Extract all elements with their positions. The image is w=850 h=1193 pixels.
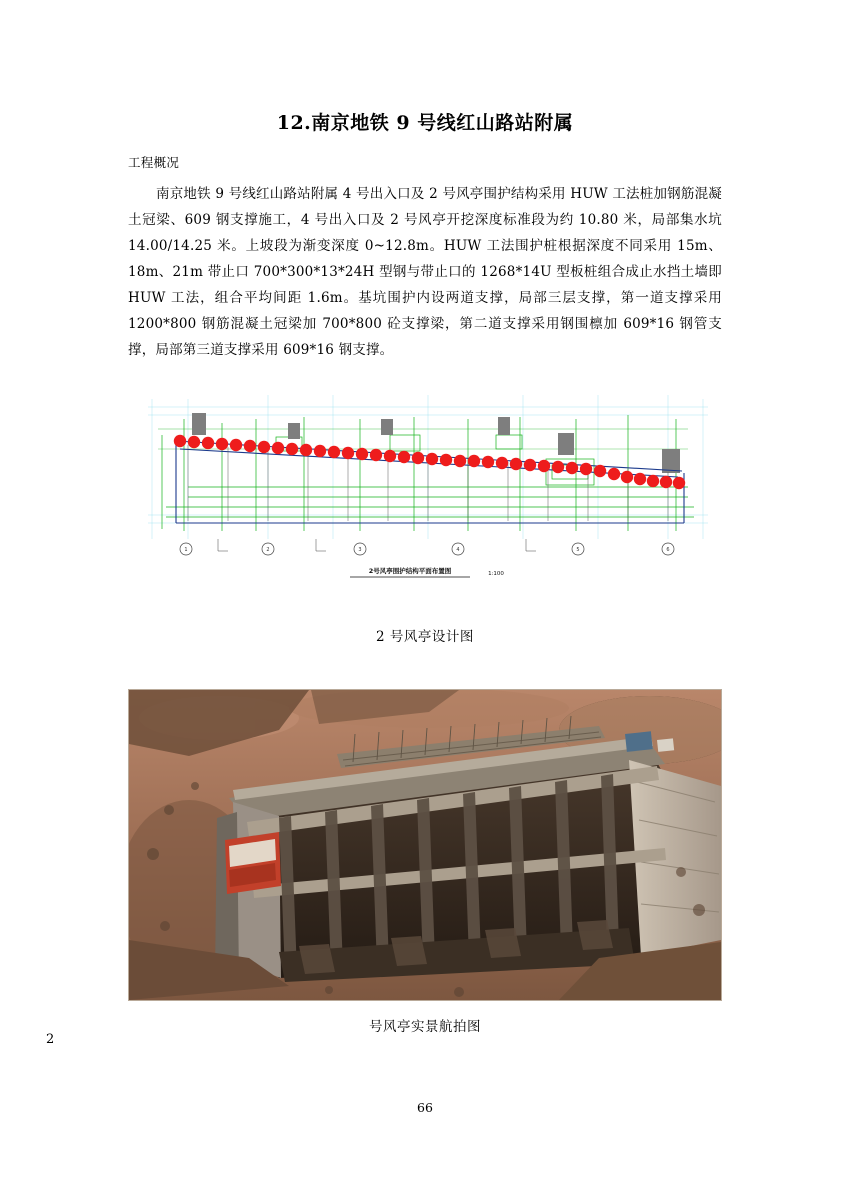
figure-2-caption: 号风亭实景航拍图 xyxy=(369,1019,481,1035)
svg-text:6: 6 xyxy=(666,547,670,553)
aerial-photo-svg xyxy=(129,690,721,1000)
svg-text:1: 1 xyxy=(184,547,188,553)
page-content xyxy=(128,0,722,1035)
figure-2-container xyxy=(128,689,722,1035)
svg-text:3: 3 xyxy=(358,547,362,553)
section-heading-overview: 工程概况 xyxy=(128,155,180,170)
cad-drawing xyxy=(128,389,722,599)
svg-text:2号风亭围护结构平面布置图: 2号风亭围护结构平面布置图 xyxy=(368,567,452,575)
overview-paragraph: 南京地铁 9 号线红山路站附属 4 号出入口及 2 号风亭围护结构采用 HUW 工法桩加钢筋混凝土冠梁、609 钢支撑施工，4 号出入口及 2 号风亭开挖深度标准段为约 10.80 米，局部集水坑 14.00/14.25 米。上坡段为渐变深度 0~12.8m。HUW 工法围护桩根据深度不同采用 15m、18m、21m 带止口 700*300*13*24H 型钢与带止口的 1268*14U 型板桩组合成止水挡土墙即 HUW 工法，组合平均间距 1.6m。基坑围护内设两道支撑，局部三层支撑，第一道支撑采用 1200*800 钢筋混凝土冠梁加 700*800 砼支撑梁，第二道支撑采用钢围檩加 609*16 钢管支撑，局部第三道支撑采用 609*16 钢支撑。 xyxy=(128,186,722,358)
svg-text:1:100: 1:100 xyxy=(488,571,504,577)
margin-page-number: 2 xyxy=(46,1032,55,1047)
page-footer-number: 66 xyxy=(417,1100,433,1115)
svg-text:2: 2 xyxy=(266,547,270,553)
aerial-photo xyxy=(128,689,722,1001)
cad-drawing-svg xyxy=(128,389,722,599)
page-title: 12.南京地铁 9 号线红山路站附属 xyxy=(276,112,574,134)
figure-1-caption: 2 号风亭设计图 xyxy=(376,629,474,645)
svg-text:5: 5 xyxy=(576,547,580,553)
svg-text:4: 4 xyxy=(456,547,460,553)
figure-1-container xyxy=(128,389,722,645)
